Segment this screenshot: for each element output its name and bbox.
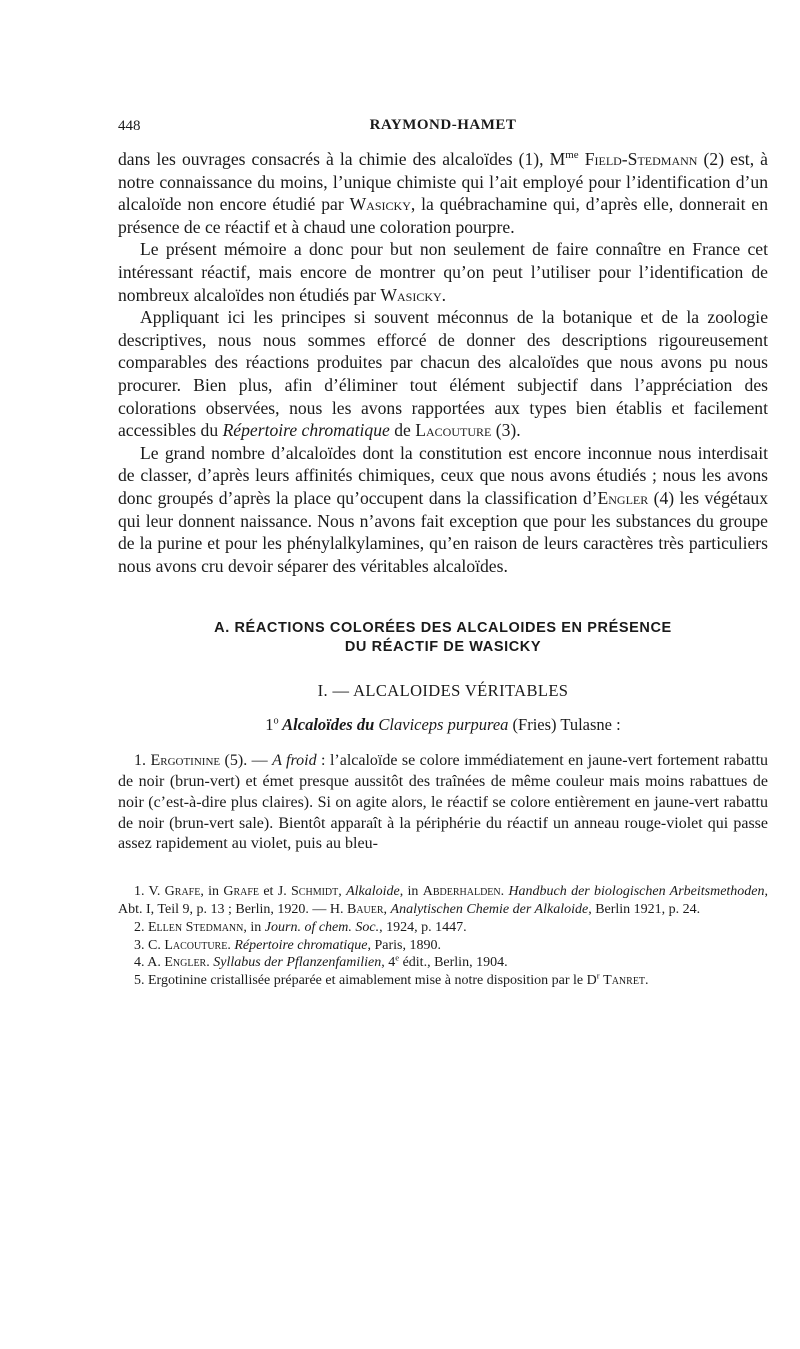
text-span: , Berlin 1921, p. 24. [588,902,701,918]
chapter-heading: I. — ALCALOIDES VÉRITABLES [317,681,569,701]
text-span: . [441,284,447,305]
species-authority: (Fries) Tulasne : [508,715,621,735]
text-span: ), M [533,149,566,169]
page-number: 448 [118,118,141,134]
superscript: r [596,970,600,981]
text-span: ( [491,420,502,441]
author-name: Field-Stedmann [584,149,698,169]
sub-heading-number: 1 [265,715,274,735]
author-name: Grafe [164,884,201,900]
running-title: RAYMOND-HAMET [369,117,517,133]
text-span: ( [648,487,660,508]
footnote-ref: 4 [659,487,669,508]
footnotes [118,883,768,990]
footnote-number: 3. C. [134,937,165,953]
running-head [118,112,768,142]
author-name: Engler [597,487,649,508]
sub-heading [118,715,768,735]
entry-paragraph [118,751,768,855]
paragraph-4 [118,442,768,578]
text-span: , [338,884,347,900]
footnote-number: 1. V. [134,884,165,900]
author-name: Lacouture [164,937,228,953]
footnote-4 [118,954,768,972]
footnote-1 [118,883,768,919]
author-name: Engler [164,955,207,971]
text-span: , 1924, p. 1447. [379,919,467,935]
text-span: ) les végétaux qui leur donnent naissance. Nous n’avons fait exception que pour les substances du groupe de la purine et pour les phénylalkylamines, qu’en raison de leurs caractères très particuliers nous avons cru devoir séparer des véritables alcaloïdes. [118,487,769,576]
sub-heading-label: Alcaloïdes du [278,715,379,735]
text-span: , in [200,884,224,900]
author-name: Abderhalden [422,884,501,900]
text-span: ). [510,420,521,441]
footnote-3 [118,937,768,955]
text-span: , in [243,919,265,935]
italic-title: Analytischen Chemie der Alkaloide [390,902,589,918]
author-name: Grafe [223,884,260,900]
entry-text [118,751,768,855]
superscript: e [395,952,400,963]
footnote-number: 5. Ergotinine cristallisée préparée et aimablement mise à notre disposition par le D [134,973,597,989]
body-text [118,148,768,577]
text-span: . [500,884,509,900]
text-span: et J. [259,884,292,900]
author-name: Tanret [603,973,646,989]
footnote-ref: 1 [524,149,534,169]
footnote-ref: 2 [709,149,719,169]
footnote-2 [118,919,768,937]
author-name: Schmidt [291,884,339,900]
footnote-ref: 3 [501,420,511,441]
text-span: Le présent mémoire a donc pour but non seulement de faire connaître en France cet intéressant réactif, mais encore de montrer qu’on peut l’utiliser pour l’identification de nombreux alcaloïdes non étudiés par [118,239,768,305]
text-span: , Paris, 1890. [367,937,441,953]
species-name: Claviceps purpurea [378,715,509,735]
italic-title: Handbuch der biologischen Arbeitsmethoden [508,884,765,900]
italic-title: Répertoire chromatique [234,937,368,953]
text-span: , Abt. I, Teil 9, p. 13 ; Berlin, 1920. — H. [118,884,769,918]
text-span: , in [399,884,423,900]
text-span: ). — [237,752,273,770]
paragraph-2 [118,238,768,306]
text-span: ( [697,149,710,169]
footnote-number: 2. [134,919,148,935]
italic-title: Répertoire chromatique [222,420,390,441]
italic-title: Alkaloide [346,884,400,900]
text-span: Appliquant ici les principes si souvent méconnus de la botanique et de la zoologie descriptives, nous nous sommes efforcé de donner des descriptions rigoureusement comparables des réactions produites par chacun des alcaloïdes que nous avons pu nous procurer. Bien plus, afin d’éliminer tout élément subjectif dans l’appréciation des colorations observées, nous les avons rapportées aux types bien établis et facilement accessibles du [118,307,768,441]
author-name: Bauer [346,902,384,918]
text-span: édit., Berlin, 1904. [399,955,508,971]
author-name: Ellen Stedmann [148,919,244,935]
alkaloid-name: Ergotinine [150,752,221,770]
author-name: Wasicky [349,194,411,215]
italic-title: Journ. of chem. Soc. [264,919,380,935]
text-span: dans les ouvrages consacrés à la chimie des alcaloïdes ( [118,149,525,169]
section-heading [118,619,768,657]
text-span: Le grand nombre d’alcaloïdes dont la constitution est encore inconnue nous interdisait de classer, d’après leurs affinités chimiques, ceux que nous avons étudiés ; nous les avons donc groupés d’après la place qu’occupent dans la classification d’ [118,442,768,508]
superscript: me [565,149,579,162]
italic-title: Syllabus der Pflanzenfamilien [213,955,382,971]
section-heading-line: DU RÉACTIF DE WASICKY [344,639,542,656]
footnote-number: 4. A. [134,955,165,971]
text-span: : l’alcaloïde se colore immédiatement en jaune-vert fortement rabattu de noir (brun-vert) et émet presque aussitôt des traînées de même couleur mais moins rabattues de noir (c’est-à-dire plus claires). Si on agite alors, le réactif se colore entièrement en jaune-vert rabattu de noir (brun-vert sale). Bientôt apparaît à la périphérie du réactif un anneau rouge-violet qui passe assez rapidement au violet, puis au bleu- [118,752,769,853]
text-span: ) est, à notre connaissance du moins, l’unique chimiste qui l’ait employé pour l’identification d’un alcaloïde non encore étudié par [118,149,768,215]
footnote-ref: 5 [229,752,238,770]
italic-phrase: A froid [272,752,317,770]
author-name: Lacouture [415,420,492,441]
entry-number: 1. [134,752,151,770]
text-span: , la québrachamine qui, d’après elle, donnerait en présence de ce réactif et à chaud une coloration pourpre. [118,194,768,237]
paragraph-1 [118,148,768,238]
paragraph-3 [118,306,768,442]
text-span: . [227,937,235,953]
text-span: ( [220,752,230,770]
author-name: Wasicky [380,284,442,305]
footnote-5 [118,972,768,990]
text-span: , [383,902,391,918]
section-heading-line: A. RÉACTIONS COLORÉES DES ALCALOIDES EN PRÉSENCE [214,620,672,637]
book-page [118,112,768,990]
text-span: . [645,973,649,989]
text-span: . [206,955,214,971]
superscript: o [273,715,279,727]
text-span: , 4 [381,955,396,971]
text-span: de [389,420,416,441]
